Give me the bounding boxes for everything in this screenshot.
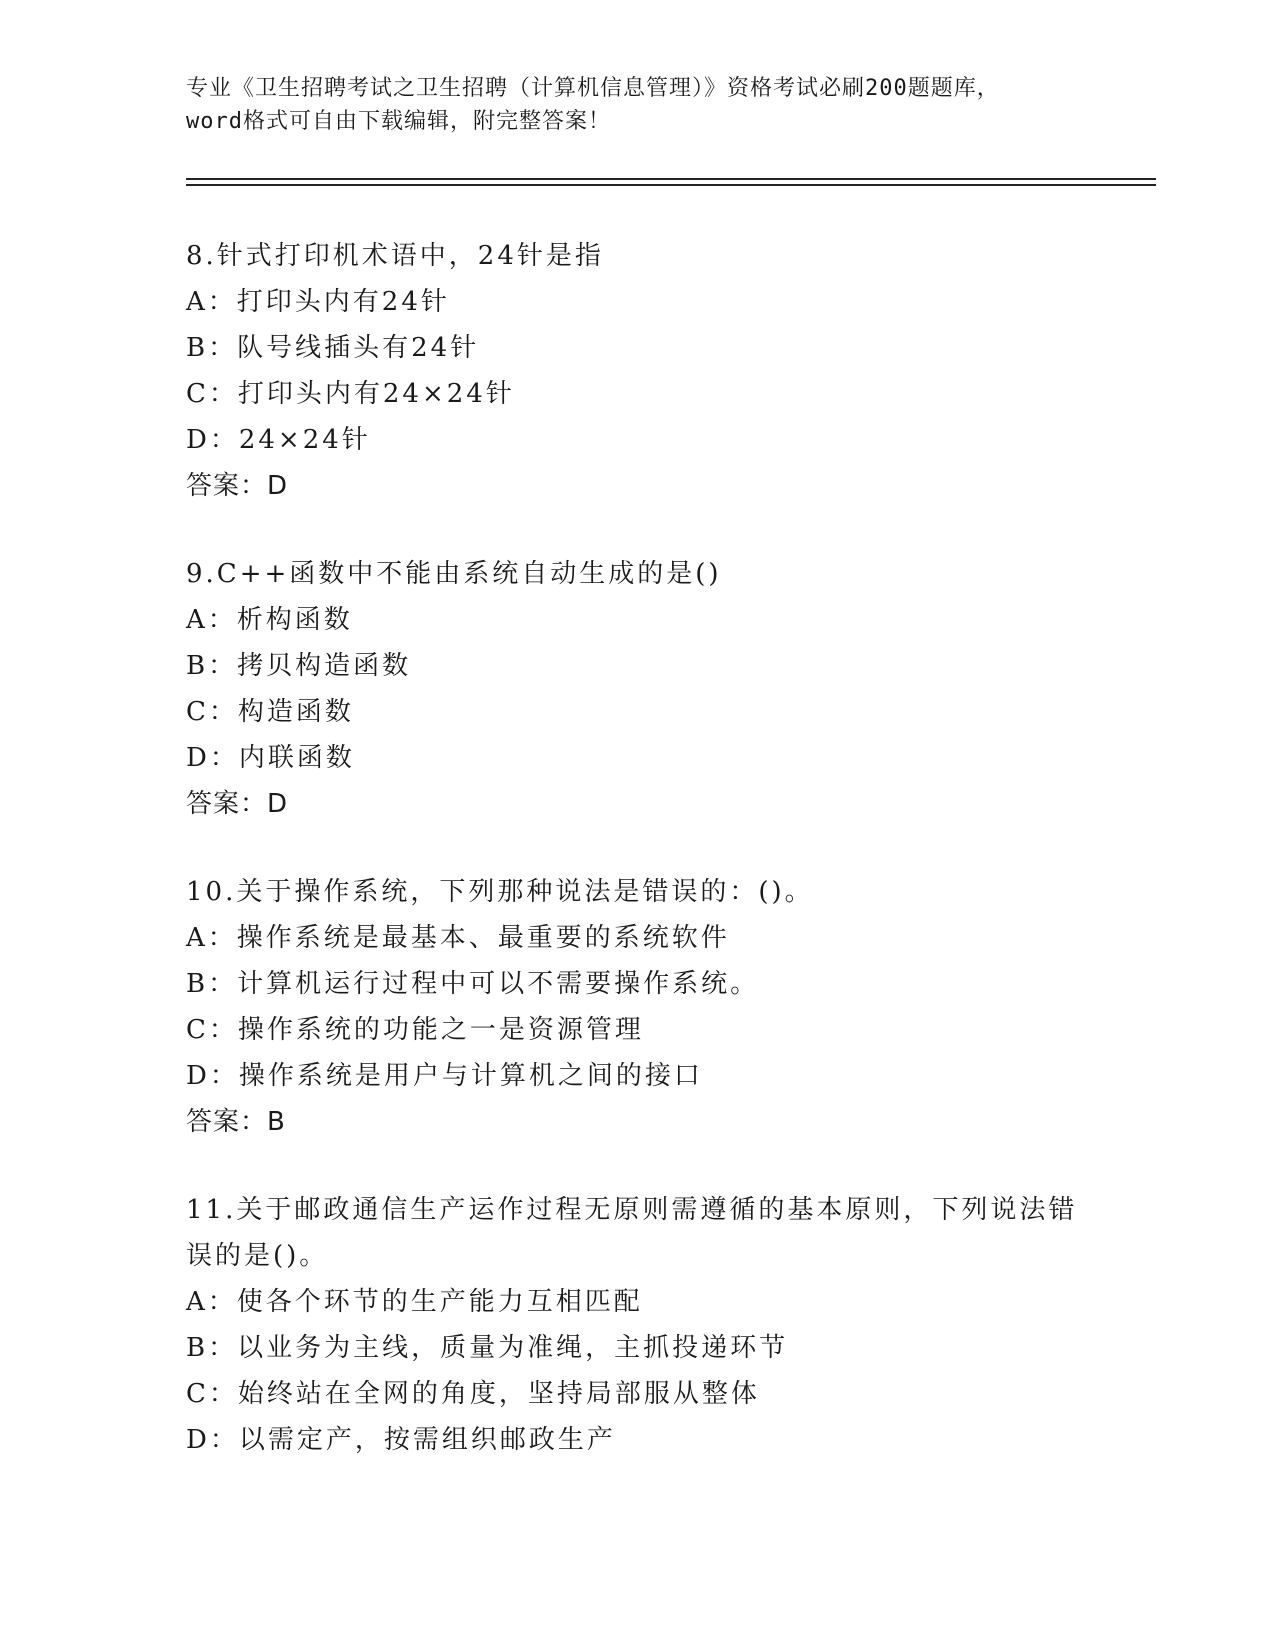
- answer-line: 答案：B: [186, 1107, 286, 1137]
- question-9: [186, 551, 1086, 827]
- option-d: D：内联函数: [186, 743, 355, 773]
- answer-line: 答案：D: [186, 471, 289, 501]
- option-d: D：操作系统是用户与计算机之间的接口: [186, 1061, 703, 1091]
- option-a: A：析构函数: [186, 605, 353, 635]
- option-c: C：操作系统的功能之一是资源管理: [186, 1015, 644, 1045]
- header-divider-bottom: [186, 184, 1156, 186]
- question-stem-continued: 误的是()。: [186, 1241, 329, 1271]
- header-line-1: 专业《卫生招聘考试之卫生招聘（计算机信息管理）》资格考试必刷200题题库，: [186, 76, 1000, 101]
- question-stem: 9.C++函数中不能由系统自动生成的是(): [186, 559, 722, 589]
- question-11: [186, 1187, 1086, 1463]
- question-10: [186, 869, 1086, 1145]
- option-b: B：以业务为主线，质量为准绳，主抓投递环节: [186, 1333, 789, 1363]
- option-a: A：使各个环节的生产能力互相匹配: [186, 1287, 643, 1317]
- question-stem: 11.关于邮政通信生产运作过程无原则需遵循的基本原则，下列说法错: [186, 1195, 1078, 1225]
- option-b: B：拷贝构造函数: [186, 651, 412, 681]
- question-stem: 10.关于操作系统，下列那种说法是错误的：()。: [186, 877, 814, 907]
- option-d: D：以需定产，按需组织邮政生产: [186, 1425, 616, 1455]
- option-b: B：计算机运行过程中可以不需要操作系统。: [186, 969, 760, 999]
- question-stem: 8.针式打印机术语中，24针是指: [186, 241, 604, 271]
- header-line-2: word格式可自由下载编辑，附完整答案！: [186, 109, 611, 134]
- option-c: C：构造函数: [186, 697, 354, 727]
- option-c: C：打印头内有24×24针: [186, 379, 515, 409]
- document-header: [186, 72, 1086, 138]
- option-a: A：打印头内有24针: [186, 287, 450, 317]
- option-b: B：队号线插头有24针: [186, 333, 480, 363]
- option-a: A：操作系统是最基本、最重要的系统软件: [186, 923, 730, 953]
- option-c: C：始终站在全网的角度，坚持局部服从整体: [186, 1379, 760, 1409]
- header-divider-top: [186, 178, 1156, 180]
- question-8: [186, 233, 1086, 509]
- option-d: D：24×24针: [186, 425, 371, 455]
- answer-line: 答案：D: [186, 789, 289, 819]
